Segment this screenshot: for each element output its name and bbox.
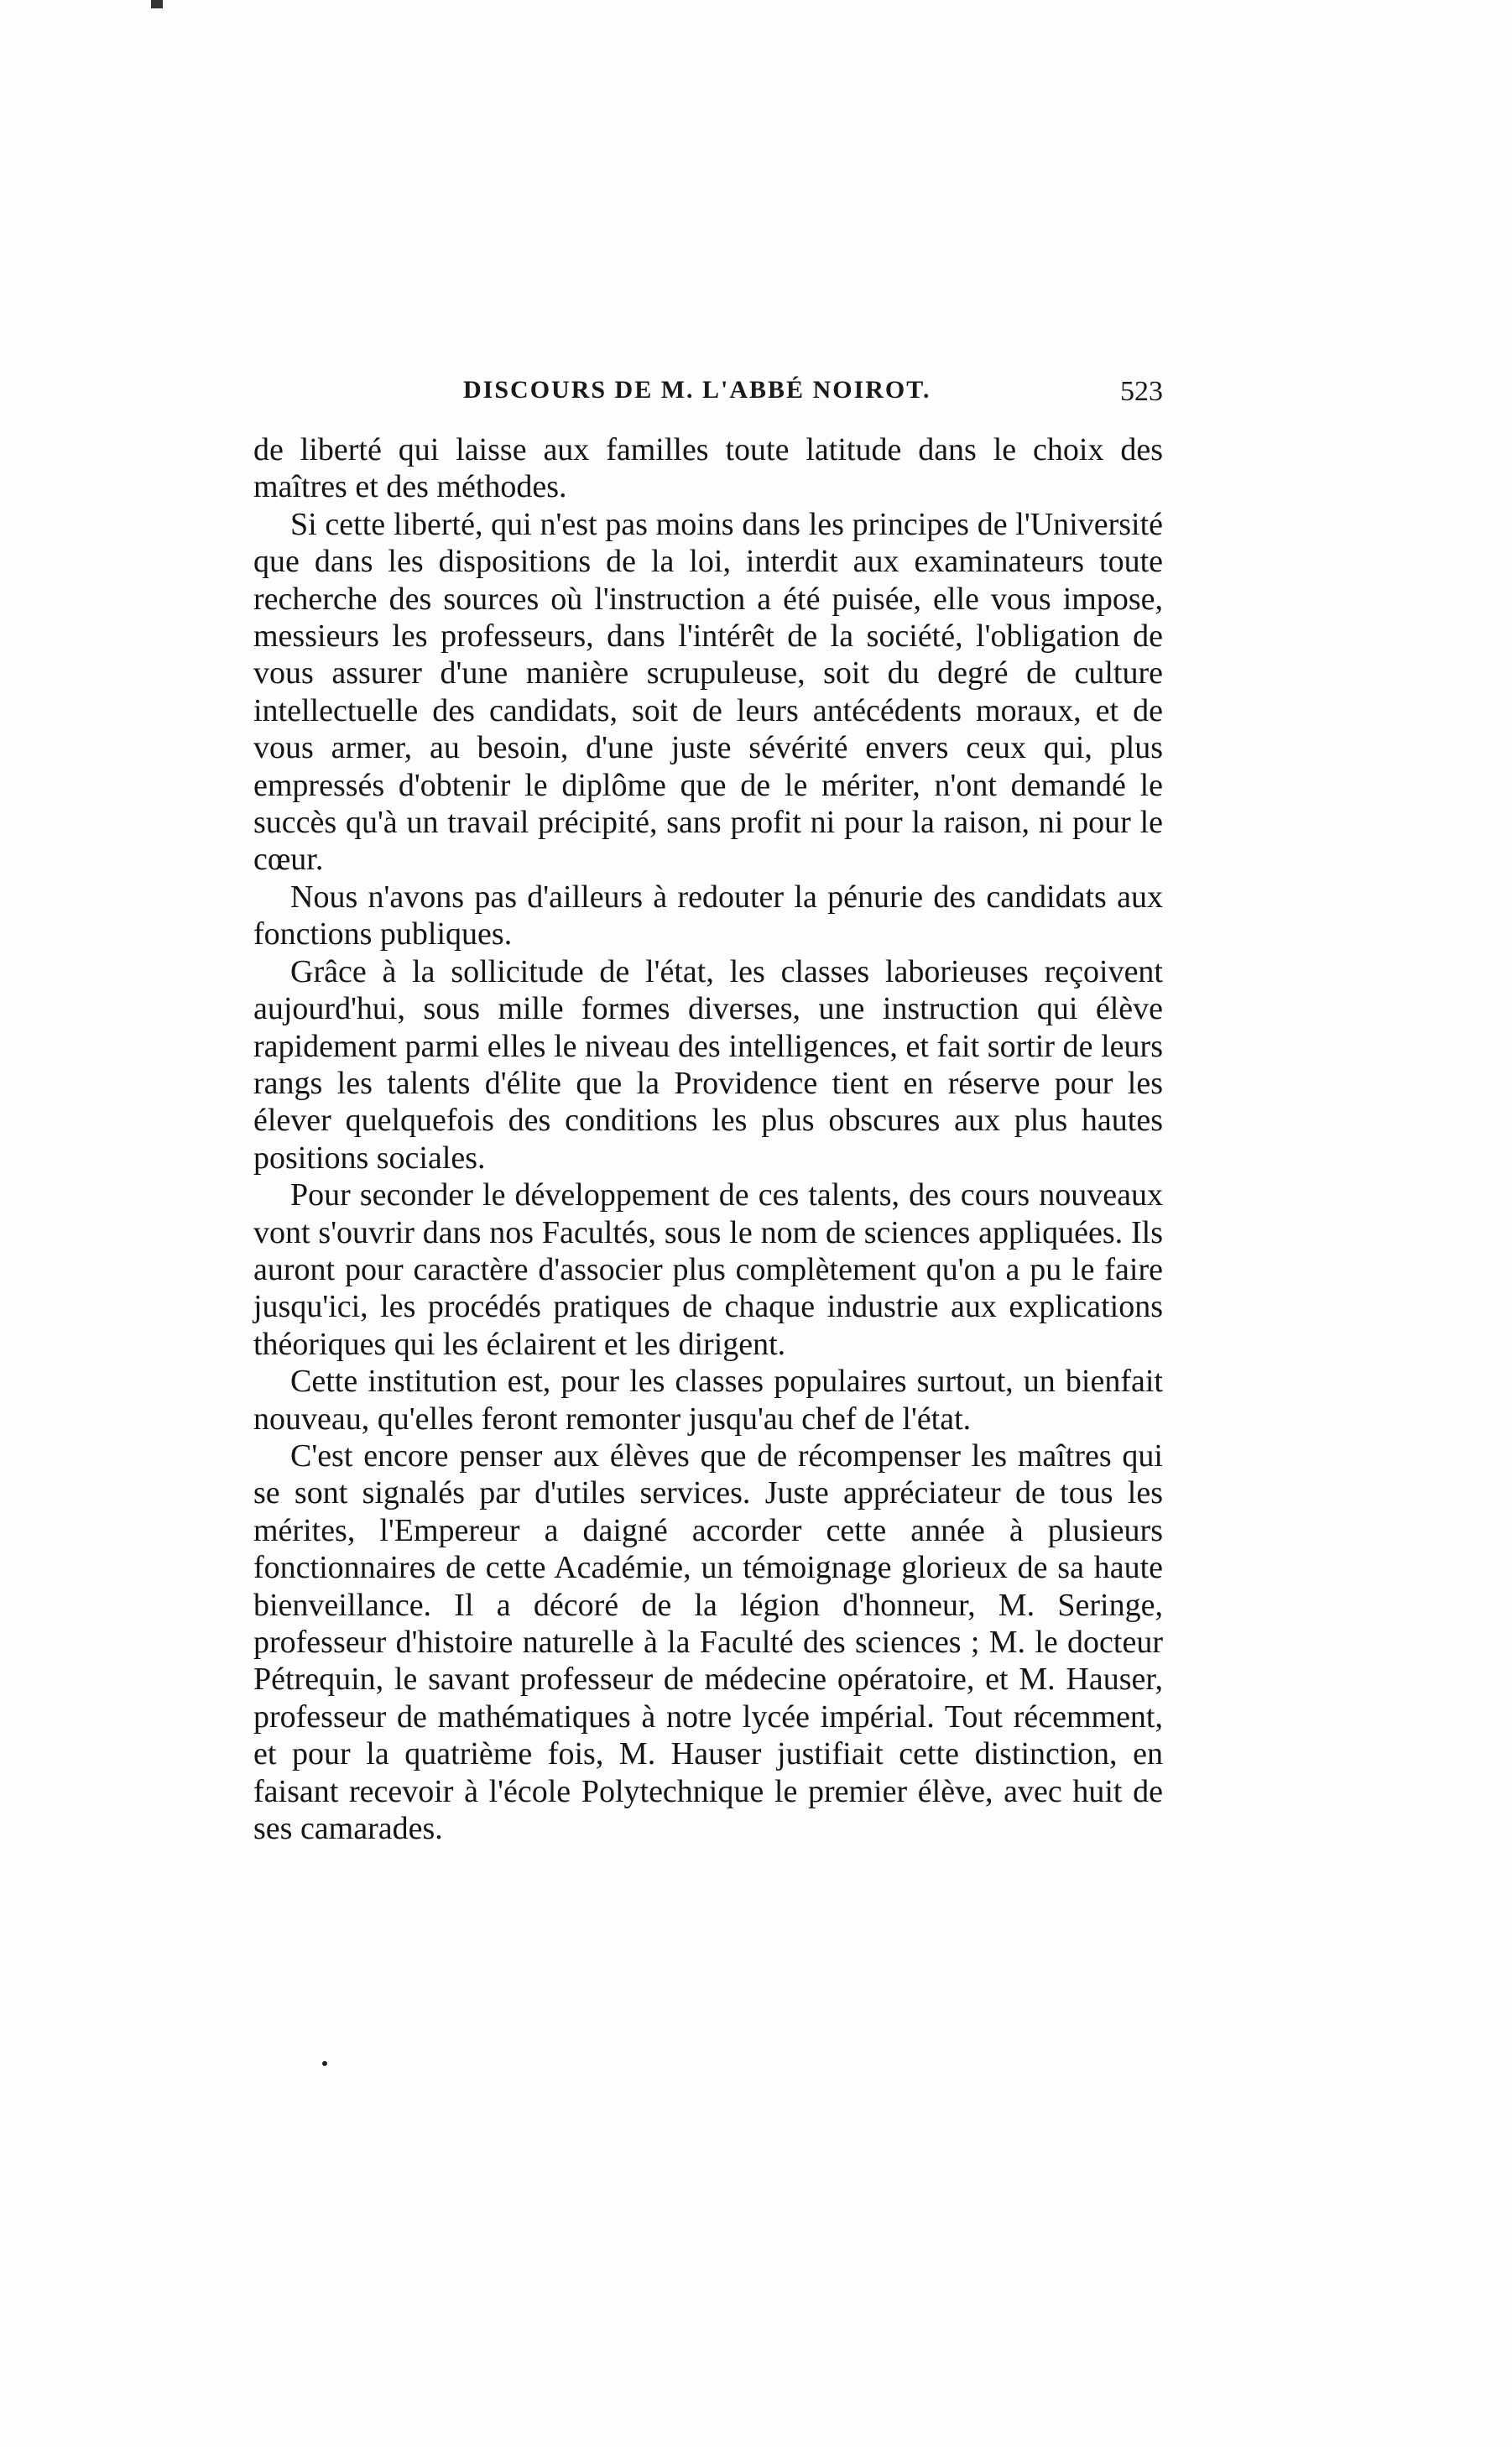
page-number: 523: [1120, 376, 1163, 407]
page-header: [253, 376, 1163, 423]
running-head: DISCOURS DE M. L'ABBÉ NOIROT.: [463, 376, 931, 404]
paragraph-3: Nous n'avons pas d'ailleurs à redouter la pénurie des candidats aux fonctions publiques.: [253, 879, 1163, 952]
scan-artifact-mark: [151, 0, 163, 8]
body-text: [253, 431, 1163, 1847]
paragraph-6: Cette institution est, pour les classes populaires surtout, un bienfait nouveau, qu'elles feront remonter jusqu'au chef de l'état.: [253, 1364, 1163, 1437]
paragraph-5: Pour seconder le développement de ces talents, des cours nouveaux vont s'ouvrir dans nos Facultés, sous le nom de sciences appliquées. Ils auront pour caractère d'associer plus complètement qu'on a pu le faire jusqu'ici, les procédés pratiques de chaque industrie aux explications théoriques qui les éclairent et les dirigent.: [253, 1177, 1163, 1362]
ink-speck: [322, 2061, 327, 2066]
paragraph-1: de liberté qui laisse aux familles toute latitude dans le choix des maîtres et des méthodes.: [253, 432, 1163, 505]
paragraph-2: Si cette liberté, qui n'est pas moins dans les principes de l'Université que dans les dispositions de la loi, interdit aux examinateurs toute recherche des sources où l'instruction a été puisée, elle vous impose, messieurs les professeurs, dans l'intérêt de la société, l'obligation de vous assurer d'une manière scrupuleuse, soit du degré de culture intellectuelle des candidats, soit de leurs antécédents moraux, et de vous armer, au besoin, d'une juste sévérité envers ceux qui, plus empressés d'obtenir le diplôme que de le mériter, n'ont demandé le succès qu'à un travail précipité, sans profit ni pour la raison, ni pour le cœur.: [253, 506, 1163, 878]
paragraph-4: Grâce à la sollicitude de l'état, les classes laborieuses reçoivent aujourd'hui, sous mille formes diverses, une instruction qui élève rapidement parmi elles le niveau des intelligences, et fait sortir de leurs rangs les talents d'élite que la Providence tient en réserve pour les élever quelquefois des conditions les plus obscures aux plus hautes positions sociales.: [253, 953, 1163, 1176]
paragraph-7: C'est encore penser aux élèves que de récompenser les maîtres qui se sont signalés par d'utiles services. Juste appréciateur de tous les mérites, l'Empereur a daigné accorder cette année à plusieurs fonctionnaires de cette Académie, un témoignage glorieux de sa haute bienveillance. Il a décoré de la légion d'honneur, M. Seringe, professeur d'histoire naturelle à la Faculté des sciences ; M. le docteur Pétrequin, le savant professeur de médecine opératoire, et M. Hauser, professeur de mathématiques à notre lycée impérial. Tout récemment, et pour la quatrième fois, M. Hauser justifiait cette distinction, en faisant recevoir à l'école Polytechnique le premier élève, avec huit de ses camarades.: [253, 1437, 1163, 1847]
